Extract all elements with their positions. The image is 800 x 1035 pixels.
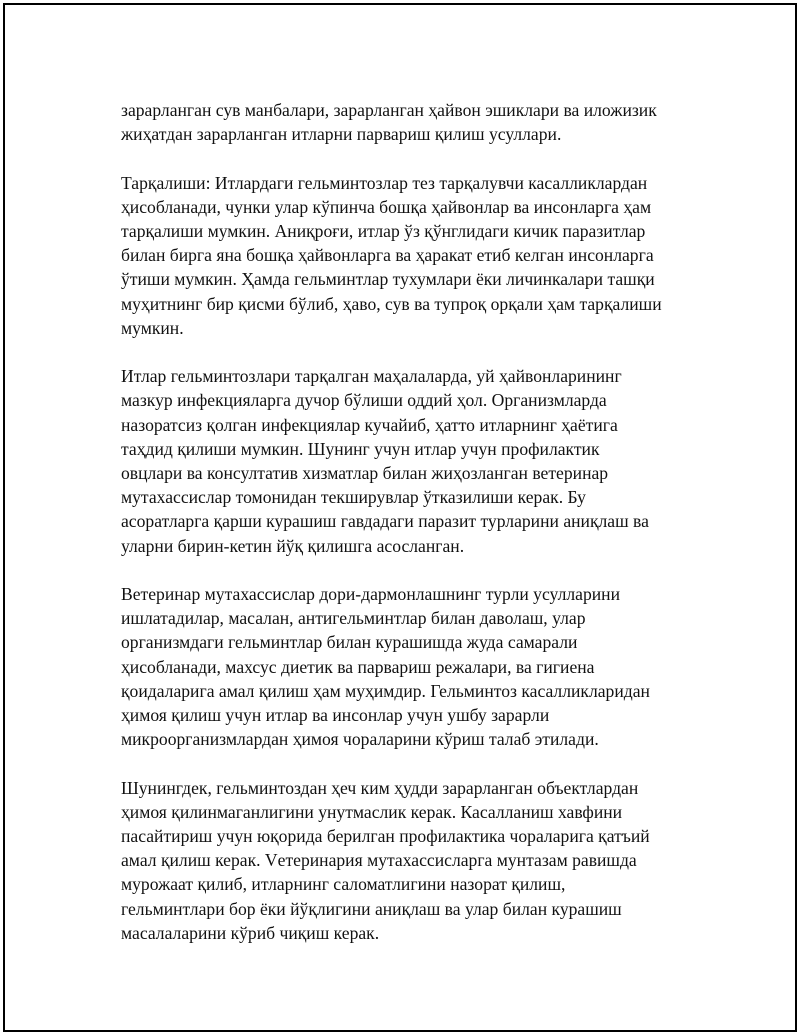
text-line: ҳимоя қилинмаганлигини унутмаслик керак. Касалланиш хавфини <box>121 801 623 822</box>
text-line: масалаларини кўриб чиқиш керак. <box>121 922 380 943</box>
text-line: ишлатадилар, масалан, антигельминтлар билан даволаш, улар <box>121 608 586 629</box>
paragraph-3 <box>121 364 701 558</box>
text-line: пасайтириш учун юқорида берилган профилактика чораларига қатъий <box>121 826 650 847</box>
text-line: таҳдид қилиши мумкин. Шунинг учун итлар учун профилактик <box>121 438 600 459</box>
text-line: тарқалиши мумкин. Аниқроғи, итлар ўз қўнглидаги кичик паразитлар <box>121 221 646 241</box>
text-line: назоратсиз қолган инфекциялар кучайиб, ҳатто итларнинг ҳаётига <box>121 414 618 435</box>
paragraph-2 <box>121 171 701 340</box>
text-line: жиҳатдан зарарланган итларни парвариш қилиш усуллари. <box>121 124 562 145</box>
text-line: уларни бирин-кетин йўқ қилишга асосланган. <box>121 535 465 556</box>
text-line: амал қилиш керак. Vетеринария мутахассисларга мунтазам равишда <box>121 850 637 871</box>
document-body <box>121 98 701 969</box>
text-line: мутахассислар томонидан текширувлар ўтказилиши керак. Бу <box>121 487 586 508</box>
text-line: ҳисобланади, чунки улар кўпинча бошқа ҳайвонлар ва инсонларга ҳам <box>121 196 652 217</box>
text-line: муҳитнинг бир қисми бўлиб, ҳаво, сув ва тупроқ орқали ҳам тарқалиши <box>121 293 662 314</box>
text-line: ҳимоя қилиш учун итлар ва инсонлар учун ушбу зарарли <box>121 705 550 726</box>
text-line: мазкур инфекцияларга дучор бўлиши оддий ҳол. Организмларда <box>121 390 607 411</box>
text-line: ҳисобланади, махсус диетик ва парвариш режалари, ва гигиена <box>121 656 595 677</box>
text-line: Тарқалиши: Итлардаги гельминтозлар тез тарқалувчи касалликлардан <box>121 172 648 193</box>
text-line: билан бирга яна бошқа ҳайвонларга ва ҳаракат етиб келган инсонларга <box>121 245 654 266</box>
text-line: Ветеринар мутахассислар дори-дармонлашнинг турли усулларини <box>121 584 620 605</box>
text-line: мумкин. <box>121 317 184 338</box>
page-frame <box>3 3 797 1032</box>
text-line: зарарланган сув манбалари, зарарланган ҳайвон эшиклари ва иложизик <box>121 100 657 120</box>
paragraph-1 <box>121 98 701 146</box>
text-line: Итлар гельминтозлари тарқалган маҳалаларда, уй ҳайвонларининг <box>121 366 622 387</box>
text-line: гельминтлари бор ёки йўқлигини аниқлаш ва улар билан курашиш <box>121 898 622 919</box>
text-line: мурожаат қилиб, итларнинг саломатлигини назорат қилиш, <box>121 874 566 895</box>
paragraph-4 <box>121 582 701 751</box>
paragraph-5 <box>121 776 701 945</box>
text-line: организмдаги гельминтлар билан курашишда жуда самарали <box>121 632 578 653</box>
text-line: қоидаларига амал қилиш ҳам муҳимдир. Гельминтоз касалликларидан <box>121 680 650 701</box>
text-line: ўтиши мумкин. Ҳамда гельминтлар тухумлари ёки личинкалари ташқи <box>121 269 655 290</box>
text-line: овцлари ва консултатив хизматлар билан жиҳозланган ветеринар <box>121 463 609 484</box>
text-line: асоратларга қарши курашиш гавдадаги паразит турларини аниқлаш ва <box>121 511 649 532</box>
text-line: микроорганизмлардан ҳимоя чораларини кўриш талаб этилади. <box>121 729 599 750</box>
text-line: Шунингдек, гельминтоздан ҳеч ким ҳудди зарарланган объектлардан <box>121 777 639 798</box>
